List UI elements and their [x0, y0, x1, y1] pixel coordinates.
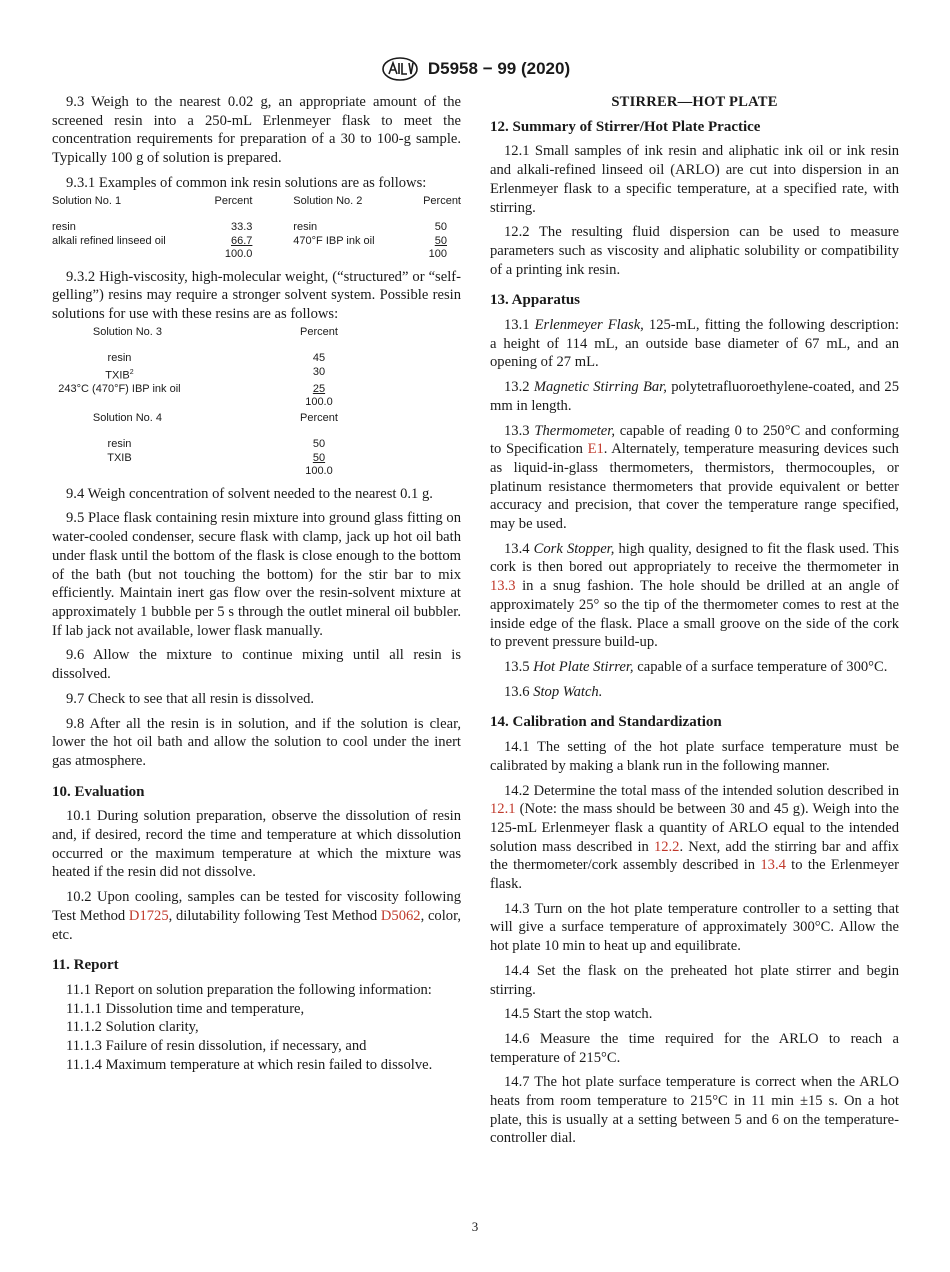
table-cell: resin [293, 221, 318, 234]
para-14-5: 14.5 Start the stop watch. [504, 1006, 653, 1023]
table-header: Solution No. 3 [92, 325, 162, 338]
para-13-5: 13.5 Hot Plate Stirrer, capable of a surface temperature of 300°C. [504, 658, 888, 675]
table-cell: TXIB [105, 369, 130, 382]
link-12-2[interactable]: 12.2 [653, 838, 680, 855]
astm-logo-icon [380, 56, 420, 82]
table-header: Percent [423, 194, 461, 207]
table-total: 100.0 [305, 465, 333, 478]
para-14-7: 14.7 The hot plate surface temperature is correct when the ARLO heats from room temperature to 215°C in 11 min ±15 s. On a hot plate, this is usually at a setting between 5 and 6 on the temperature-controller dial. [490, 1074, 899, 1147]
para-9-3-2: 9.3.2 High-viscosity, high-molecular weight, (“structured” or “self-gelling”) resins may require a stronger solvent system. Possible resin solutions for use with these resins are as follows: [52, 268, 461, 322]
heading-12-summary: 12. Summary of Stirrer/Hot Plate Practice [490, 118, 761, 135]
table-header: Solution No. 1 [52, 194, 122, 207]
heading-14-calibration: 14. Calibration and Standardization [490, 714, 722, 731]
table-cell: 45 [312, 352, 326, 365]
solution-table-1-2 [52, 195, 461, 262]
link-e1[interactable]: E1 [587, 441, 604, 458]
para-9-3: 9.3 Weigh to the nearest 0.02 g, an appropriate amount of the screened resin into a 250-mL Erlenmeyer flask to meet the concentration requirements for preparation of a 30 to 100-g sample. Typically 100 g of solution is prepared. [52, 94, 461, 167]
table-total: 100.0 [305, 396, 333, 409]
para-13-1: 13.1 Erlenmeyer Flask, 125-mL, fitting the following description: a height of 114 mL, an outside base diameter of 67 mL, and an opening of 27 mL. [490, 317, 899, 371]
heading-10-evaluation: 10. Evaluation [52, 783, 145, 800]
table-cell: TXIB [107, 451, 132, 464]
table-cell: 243°C (470°F) IBP ink oil [58, 382, 181, 395]
table-total: 100.0 [224, 248, 253, 261]
para-11-1-1: 11.1.1 Dissolution time and temperature, [66, 1000, 305, 1017]
heading-13-apparatus: 13. Apparatus [490, 292, 581, 309]
table-header: Solution No. 4 [92, 411, 162, 424]
table-cell: 66.7 [230, 234, 253, 247]
para-14-2: 14.2 Determine the total mass of the intended solution described in 12.1 (Note: the mass should be between 30 and 45 g). Weigh into the 125-mL Erlenmeyer flask a quantity of ARLO equal to the intended solution mass described in 12.2. Next, add the stirring bar and affix the thermometer/cork assembly described in 13.4 to the Erlenmeyer flask. [490, 782, 899, 893]
table-cell: 25 [312, 382, 326, 395]
table-cell: resin [107, 438, 132, 451]
para-12-1: 12.1 Small samples of ink resin and aliphatic ink oil or ink resin and alkali-refined linseed oil (ARLO) are cut into dispersion in an Erlenmeyer flask to a specific temperature, at a specified rate, with stirring. [490, 143, 899, 216]
para-13-3: 13.3 Thermometer, capable of reading 0 to 250°C and conforming to Specification E1. Alternately, temperature measuring devices such as liquid-in-glass thermometers, thermistors, thermocouples, or platinum resistance thermometers that provide equivalent or better accuracy and precision, that cover the temperature range specified, may be used. [490, 422, 899, 533]
table-cell: resin [52, 221, 76, 234]
para-11-1-4: 11.1.4 Maximum temperature at which resin failed to dissolve. [66, 1056, 433, 1073]
table-total: 100 [428, 248, 447, 261]
para-12-2: 12.2 The resulting fluid dispersion can be used to measure parameters such as viscosity and aliphatic solubility or compatibility of a printing ink resin. [490, 224, 899, 278]
document-designation: D5958 − 99 (2020) [427, 59, 571, 78]
link-d1725[interactable]: D1725 [128, 907, 169, 924]
table-header: Percent [300, 325, 338, 338]
table-cell: 470°F IBP ink oil [293, 234, 375, 247]
para-13-6: 13.6 Stop Watch. [504, 683, 603, 700]
table-cell: 30 [312, 365, 326, 378]
solution-table-4 [52, 412, 461, 479]
link-d5062[interactable]: D5062 [380, 907, 421, 924]
page-header [0, 56, 950, 82]
table-cell: 50 [434, 221, 447, 234]
table-cell: 50 [312, 438, 326, 451]
para-11-1-2: 11.1.2 Solution clarity, [66, 1019, 199, 1036]
para-10-2: 10.2 Upon cooling, samples can be tested for viscosity following Test Method D1725, dilutability following Test Method D5062, color, etc. [52, 889, 461, 943]
link-12-1[interactable]: 12.1 [490, 801, 516, 818]
table-header: Solution No. 2 [293, 194, 363, 207]
para-13-4: 13.4 Cork Stopper, high quality, designed to fit the flask used. This cork is then bored out appropriately to receive the thermometer in 13.3 in a snug fashion. The hole should be drilled at an angle of approximately 25° so the tip of the thermometer comes to rest at the inside edge of the flask. Place a small groove on the side of the cork to prevent pressure build-up. [490, 540, 900, 651]
link-13-3[interactable]: 13.3 [490, 578, 516, 595]
para-9-8: 9.8 After all the resin is in solution, and if the solution is clear, lower the hot oil bath and allow the solution to cool under the inert gas atmosphere. [52, 715, 461, 769]
page-number: 3 [471, 1219, 479, 1234]
table-cell: 33.3 [230, 221, 253, 234]
table-header: Percent [214, 194, 253, 207]
para-9-3-1: 9.3.1 Examples of common ink resin solutions are as follows: [66, 174, 427, 191]
para-9-6: 9.6 Allow the mixture to continue mixing until all resin is dissolved. [52, 647, 461, 683]
section-title-stirrer-hot-plate: STIRRER—HOT PLATE [611, 94, 778, 110]
footnote-ref: 2 [129, 368, 134, 376]
para-14-6: 14.6 Measure the time required for the ARLO to reach a temperature of 215°C. [490, 1030, 899, 1066]
para-13-2: 13.2 Magnetic Stirring Bar, polytetrafluoroethylene-coated, and 25 mm in length. [490, 379, 900, 414]
left-column [52, 93, 461, 1074]
table-cell: 50 [434, 234, 447, 247]
para-11-1: 11.1 Report on solution preparation the following information: [66, 981, 432, 998]
table-cell: alkali refined linseed oil [52, 234, 166, 247]
para-10-1: 10.1 During solution preparation, observe the dissolution of resin and, if desired, record the time and temperature at which dissolution occurred or the maximum temperature at which the mixture was heated if the resin did not dissolve. [52, 808, 461, 881]
solution-table-3 [52, 326, 461, 410]
table-cell: resin [107, 352, 132, 365]
para-14-4: 14.4 Set the flask on the preheated hot plate stirrer and begin stirring. [490, 962, 899, 998]
para-11-1-3: 11.1.3 Failure of resin dissolution, if necessary, and [66, 1038, 367, 1055]
para-14-3: 14.3 Turn on the hot plate temperature controller to a setting that will give a surface temperature of approximately 300°C. Allow the hot plate 10 min to heat up and equilibrate. [490, 900, 899, 955]
link-13-4[interactable]: 13.4 [760, 857, 786, 874]
right-column [490, 93, 899, 1154]
para-9-4: 9.4 Weigh concentration of solvent needed to the nearest 0.1 g. [66, 485, 433, 502]
para-9-5: 9.5 Place flask containing resin mixture into ground glass fitting on water-cooled condenser, secure flask with clamp, jack up hot oil bath under flask until the bottom of the flask is close enough to the bottom of the bath (but not touching the bottom) for the stir bar to mix efficiently. Maintain inert gas flow over the resin-solvent mixture at approximately 1 bubble per 5 s through the outlet mineral oil bubbler. If lab jack not available, lower flask manually. [52, 510, 461, 639]
heading-11-report: 11. Report [52, 957, 119, 974]
table-cell: 50 [312, 451, 326, 464]
para-9-7: 9.7 Check to see that all resin is dissolved. [66, 690, 315, 707]
table-header: Percent [300, 411, 338, 424]
para-14-1: 14.1 The setting of the hot plate surface temperature must be calibrated by making a blank run in the following manner. [490, 739, 899, 774]
